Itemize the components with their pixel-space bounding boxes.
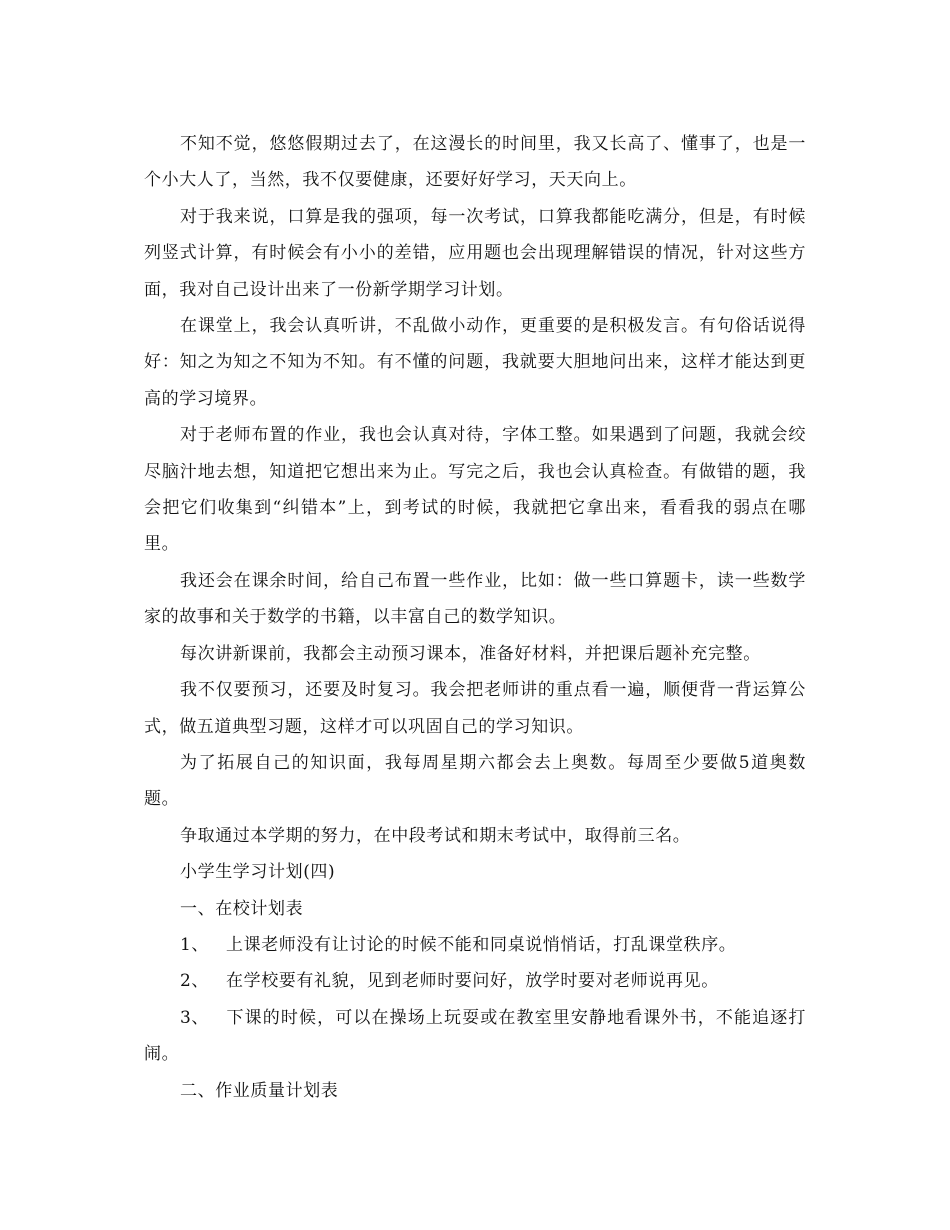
section-title: 小学生学习计划(四) (180, 862, 336, 883)
paragraph-goal: 争取通过本学期的努力，在中段考试和期末考试中，取得前三名。 (180, 825, 691, 846)
list-item-number: 1、 (180, 934, 210, 955)
list-item (144, 927, 806, 963)
list-item-number: 3、 (180, 1007, 210, 1028)
paragraph-intro: 不知不觉，悠悠假期过去了，在这漫长的时间里，我又长高了、懂事了，也是一个小大人了，当然，我不仅要健康，还要好好学习，天天向上。 (144, 134, 806, 191)
list-item-text: 在学校要有礼貌，见到老师时要问好，放学时要对老师说再见。 (226, 971, 719, 992)
paragraph-review: 我不仅要预习，还要及时复习。我会把老师讲的重点看一遍，顺便背一背运算公式，做五道典型习题，这样才可以巩固自己的学习知识。 (144, 680, 806, 737)
list-item-number: 2、 (180, 971, 210, 992)
subsection-title-homework: 二、作业质量计划表 (180, 1080, 339, 1101)
paragraph-preview: 每次讲新课前，我都会主动预习课本，准备好材料，并把课后题补充完整。 (180, 643, 761, 664)
subsection-title-school: 一、在校计划表 (180, 898, 304, 919)
paragraph-oral-math: 对于我来说，口算是我的强项，每一次考试，口算我都能吃满分，但是，有时候列竖式计算，有时候会有小小的差错，应用题也会出现理解错误的情况，针对这些方面，我对自己设计出来了一份新学期学习计划。 (144, 206, 806, 300)
list-item (144, 1000, 806, 1073)
list-item (144, 963, 806, 999)
list-item-text: 上课老师没有让讨论的时候不能和同桌说悄悄话，打乱课堂秩序。 (226, 934, 737, 955)
paragraph-classroom: 在课堂上，我会认真听讲，不乱做小动作，更重要的是积极发言。有句俗话说得好：知之为知之不知为不知。有不懂的问题，我就要大胆地问出来，这样才能达到更高的学习境界。 (144, 316, 806, 409)
paragraph-olympiad: 为了拓展自己的知识面，我每周星期六都会去上奥数。每周至少要做5道奥数题。 (144, 752, 806, 810)
list-item-text: 下课的时候，可以在操场上玩耍或在教室里安静地看课外书，不能追逐打闹。 (144, 1007, 806, 1065)
paragraph-extra-work: 我还会在课余时间，给自己布置一些作业，比如：做一些口算题卡，读一些数学家的故事和关于数学的书籍，以丰富自己的数学知识。 (144, 570, 806, 628)
paragraph-homework: 对于老师布置的作业，我也会认真对待，字体工整。如果遇到了问题，我就会绞尽脑汁地去想，知道把它想出来为止。写完之后，我也会认真检查。有做错的题，我会把它们收集到“纠错本”上，到考试的时候，我就把它拿出来，看看我的弱点在哪里。 (144, 425, 806, 555)
